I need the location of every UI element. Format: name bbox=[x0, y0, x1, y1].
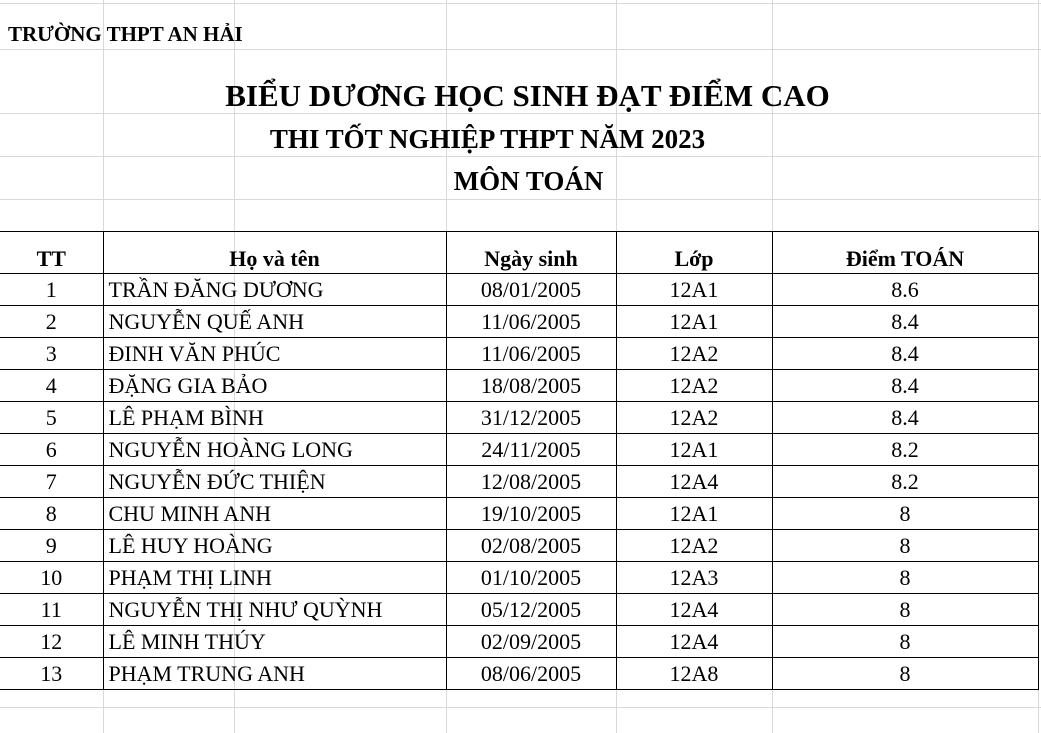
table-row bbox=[0, 530, 1038, 562]
table-row bbox=[0, 594, 1038, 626]
cell-dob[interactable]: 08/01/2005 bbox=[446, 274, 616, 306]
cell-class[interactable]: 12A1 bbox=[616, 306, 772, 338]
cell-dob[interactable]: 02/08/2005 bbox=[446, 530, 616, 562]
cell-score[interactable]: 8.4 bbox=[772, 370, 1038, 402]
header-class[interactable]: Lớp bbox=[616, 232, 772, 274]
cell-dob[interactable]: 11/06/2005 bbox=[446, 338, 616, 370]
cell-score[interactable]: 8.2 bbox=[772, 434, 1038, 466]
cell-score[interactable]: 8.6 bbox=[772, 274, 1038, 306]
cell-dob[interactable]: 11/06/2005 bbox=[446, 306, 616, 338]
table-row bbox=[0, 626, 1038, 658]
cell-class[interactable]: 12A2 bbox=[616, 402, 772, 434]
cell-tt[interactable]: 8 bbox=[0, 498, 103, 530]
page-title: BIỂU DƯƠNG HỌC SINH ĐẠT ĐIỂM CAO bbox=[225, 78, 830, 113]
table-row bbox=[0, 658, 1038, 690]
cell-class[interactable]: 12A2 bbox=[616, 338, 772, 370]
cell-dob[interactable]: 05/12/2005 bbox=[446, 594, 616, 626]
cell-class[interactable]: 12A2 bbox=[616, 530, 772, 562]
cell-score[interactable]: 8.4 bbox=[772, 306, 1038, 338]
cell-name[interactable]: NGUYỄN HOÀNG LONG bbox=[103, 434, 446, 466]
cell-tt[interactable]: 12 bbox=[0, 626, 103, 658]
cell-name[interactable]: ĐẶNG GIA BẢO bbox=[103, 370, 446, 402]
cell-name[interactable]: NGUYỄN QUẾ ANH bbox=[103, 306, 446, 338]
cell-tt[interactable]: 5 bbox=[0, 402, 103, 434]
cell-tt[interactable]: 13 bbox=[0, 658, 103, 690]
cell-name[interactable]: LÊ PHẠM BÌNH bbox=[103, 402, 446, 434]
grid-row-line bbox=[0, 49, 1041, 50]
cell-class[interactable]: 12A4 bbox=[616, 626, 772, 658]
cell-score[interactable]: 8 bbox=[772, 498, 1038, 530]
cell-score[interactable]: 8 bbox=[772, 658, 1038, 690]
cell-dob[interactable]: 02/09/2005 bbox=[446, 626, 616, 658]
cell-score[interactable]: 8 bbox=[772, 530, 1038, 562]
cell-score[interactable]: 8 bbox=[772, 594, 1038, 626]
cell-name[interactable]: CHU MINH ANH bbox=[103, 498, 446, 530]
cell-class[interactable]: 12A2 bbox=[616, 370, 772, 402]
cell-tt[interactable]: 3 bbox=[0, 338, 103, 370]
header-score[interactable]: Điểm TOÁN bbox=[772, 232, 1038, 274]
table-row bbox=[0, 562, 1038, 594]
cell-name[interactable]: LÊ MINH THÚY bbox=[103, 626, 446, 658]
cell-dob[interactable]: 08/06/2005 bbox=[446, 658, 616, 690]
cell-name[interactable]: LÊ HUY HOÀNG bbox=[103, 530, 446, 562]
header-name[interactable]: Họ và tên bbox=[103, 232, 446, 274]
table-header-row bbox=[0, 232, 1038, 274]
table-row bbox=[0, 498, 1038, 530]
cell-class[interactable]: 12A1 bbox=[616, 434, 772, 466]
header-tt[interactable]: TT bbox=[0, 232, 103, 274]
cell-dob[interactable]: 01/10/2005 bbox=[446, 562, 616, 594]
cell-tt[interactable]: 1 bbox=[0, 274, 103, 306]
table-row bbox=[0, 338, 1038, 370]
cell-name[interactable]: NGUYỄN THỊ NHƯ QUỲNH bbox=[103, 594, 446, 626]
cell-tt[interactable]: 11 bbox=[0, 594, 103, 626]
cell-tt[interactable]: 10 bbox=[0, 562, 103, 594]
cell-name[interactable]: NGUYỄN ĐỨC THIỆN bbox=[103, 466, 446, 498]
cell-class[interactable]: 12A4 bbox=[616, 466, 772, 498]
table-row bbox=[0, 466, 1038, 498]
cell-tt[interactable]: 9 bbox=[0, 530, 103, 562]
cell-name[interactable]: PHẠM TRUNG ANH bbox=[103, 658, 446, 690]
cell-dob[interactable]: 24/11/2005 bbox=[446, 434, 616, 466]
cell-score[interactable]: 8.2 bbox=[772, 466, 1038, 498]
cell-class[interactable]: 12A3 bbox=[616, 562, 772, 594]
grid-row-line bbox=[0, 707, 1041, 708]
grid-row-line bbox=[0, 199, 1041, 200]
subject-title: MÔN TOÁN bbox=[453, 166, 604, 196]
cell-score[interactable]: 8 bbox=[772, 626, 1038, 658]
cell-score[interactable]: 8.4 bbox=[772, 402, 1038, 434]
cell-dob[interactable]: 31/12/2005 bbox=[446, 402, 616, 434]
grid-row-line bbox=[0, 156, 1041, 157]
cell-tt[interactable]: 4 bbox=[0, 370, 103, 402]
table-row bbox=[0, 306, 1038, 338]
page-subtitle: THI TỐT NGHIỆP THPT NĂM 2023 bbox=[269, 124, 706, 154]
cell-dob[interactable]: 12/08/2005 bbox=[446, 466, 616, 498]
cell-dob[interactable]: 19/10/2005 bbox=[446, 498, 616, 530]
table-row bbox=[0, 434, 1038, 466]
cell-tt[interactable]: 6 bbox=[0, 434, 103, 466]
table-row bbox=[0, 274, 1038, 306]
cell-score[interactable]: 8 bbox=[772, 562, 1038, 594]
table-row bbox=[0, 370, 1038, 402]
cell-name[interactable]: ĐINH VĂN PHÚC bbox=[103, 338, 446, 370]
school-name: TRƯỜNG THPT AN HẢI bbox=[8, 22, 243, 46]
cell-class[interactable]: 12A1 bbox=[616, 498, 772, 530]
cell-class[interactable]: 12A4 bbox=[616, 594, 772, 626]
student-table bbox=[0, 231, 1039, 690]
table-row bbox=[0, 402, 1038, 434]
cell-name[interactable]: PHẠM THỊ LINH bbox=[103, 562, 446, 594]
header-dob[interactable]: Ngày sinh bbox=[446, 232, 616, 274]
cell-tt[interactable]: 7 bbox=[0, 466, 103, 498]
cell-class[interactable]: 12A1 bbox=[616, 274, 772, 306]
cell-tt[interactable]: 2 bbox=[0, 306, 103, 338]
cell-name[interactable]: TRẦN ĐĂNG DƯƠNG bbox=[103, 274, 446, 306]
grid-row-line bbox=[0, 3, 1041, 4]
cell-dob[interactable]: 18/08/2005 bbox=[446, 370, 616, 402]
cell-score[interactable]: 8.4 bbox=[772, 338, 1038, 370]
cell-class[interactable]: 12A8 bbox=[616, 658, 772, 690]
